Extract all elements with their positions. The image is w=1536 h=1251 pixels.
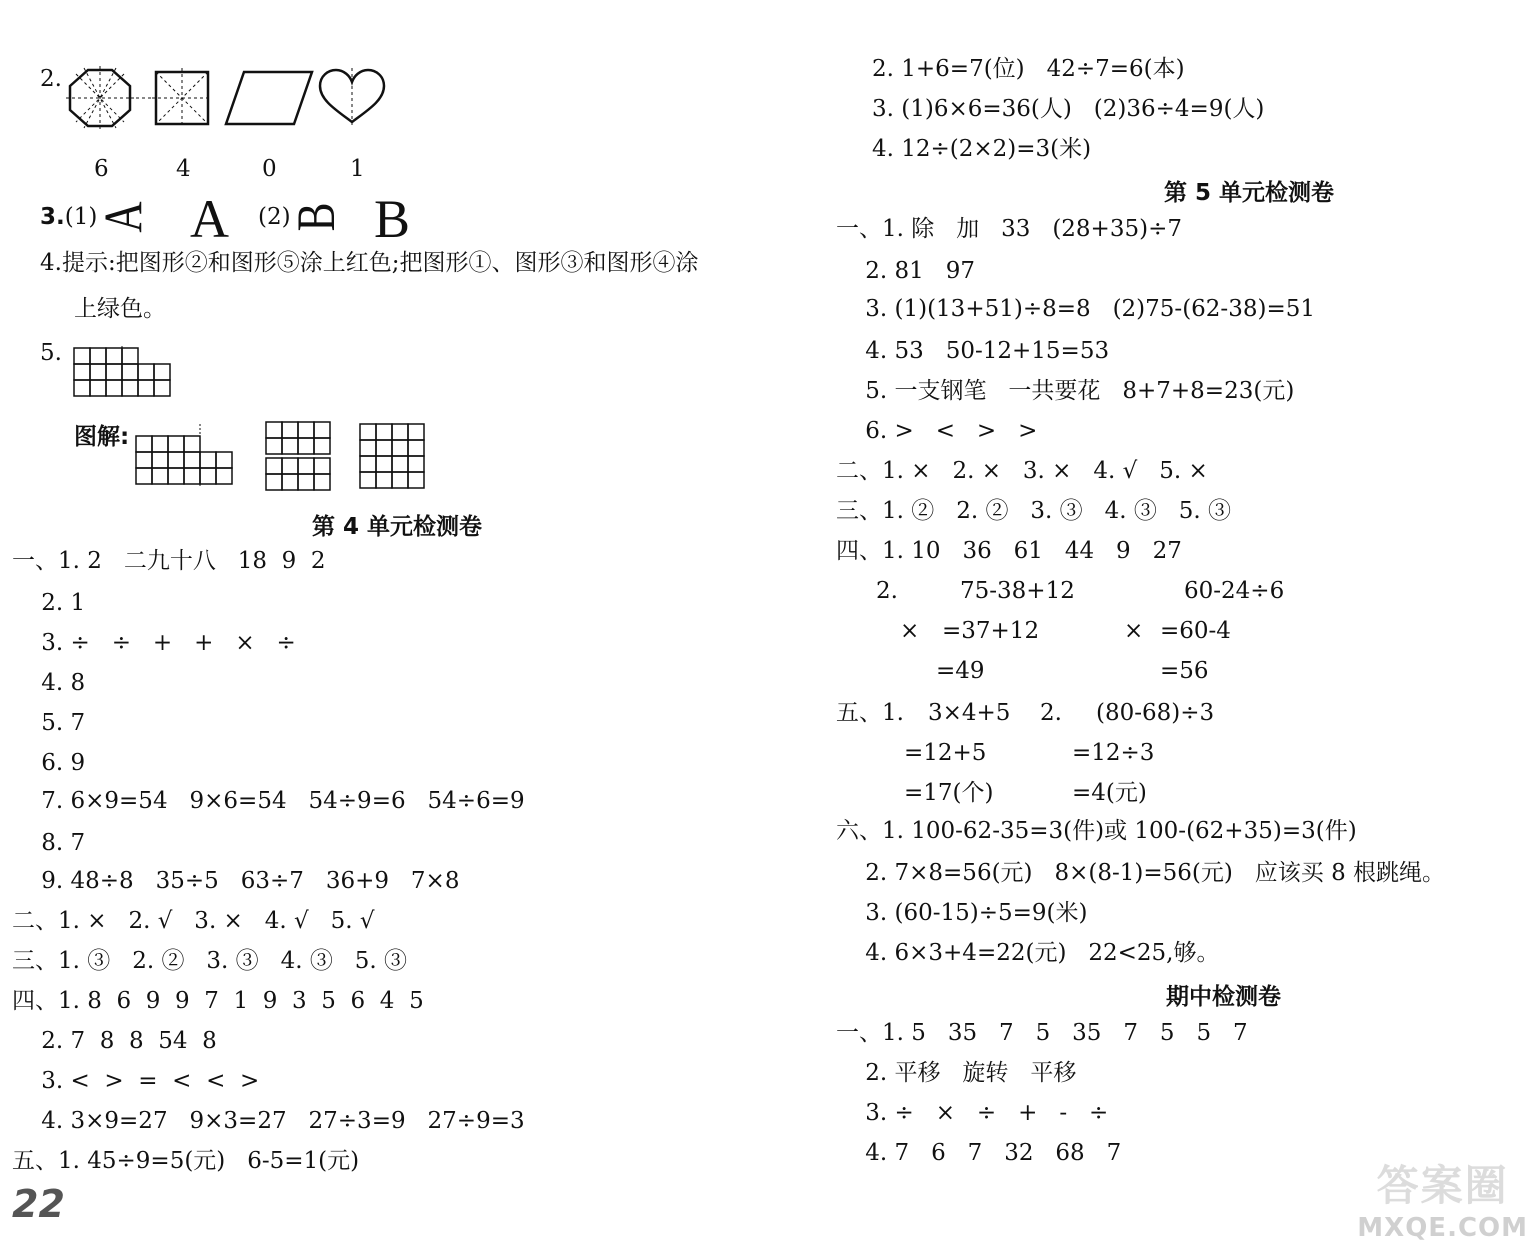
rotated-b-letter: B (286, 202, 347, 232)
page-number: 22 (12, 1182, 65, 1226)
calc42-cross-a: × (900, 618, 920, 644)
q4-line1: 4.提示:把图形②和图形⑤涂上红色;把图形①、图形③和图形④涂 (40, 250, 699, 276)
calc42-b2: =60-4 (1160, 618, 1231, 644)
unit5-line: 5. 一支钢笔 一共要花 8+7+8=23(元) (836, 378, 1295, 404)
q4-line2: 上绿色。 (74, 296, 166, 322)
calc5-label: 五、1. (836, 700, 904, 726)
unit5-line: 6. > < > > (836, 418, 1038, 444)
parallelogram-figure (226, 72, 312, 124)
unit5-line: 4. 53 50-12+15=53 (836, 338, 1110, 364)
midterm-line: 2. 平移 旋转 平移 (836, 1060, 1077, 1086)
unit4-title: 第 4 单元检测卷 (312, 514, 483, 540)
diagram-label: 图解: (74, 424, 130, 450)
count-parallelogram: 0 (262, 156, 277, 182)
q5-grid-figure (72, 346, 172, 398)
unit5-line: 一、1. 除 加 33 (28+35)÷7 (836, 216, 1182, 242)
calc5-b3: =4(元) (1072, 780, 1147, 806)
unit5-line: 三、1. ② 2. ② 3. ③ 4. ③ 5. ③ (836, 498, 1232, 524)
q2-number: 2. (40, 66, 62, 92)
calc42-b3: =56 (1160, 658, 1209, 684)
q5-number: 5. (40, 340, 62, 366)
calc42-b1: 60-24÷6 (1184, 578, 1285, 604)
count-octagon: 6 (94, 156, 109, 182)
diagram-figures (134, 420, 434, 494)
calc42-a1: 75-38+12 (960, 578, 1075, 604)
right-top-line: 4. 12÷(2×2)=3(米) (872, 136, 1092, 162)
midterm-line: 4. 7 6 7 32 68 7 (836, 1140, 1122, 1166)
midterm-line: 3. ÷ × ÷ + - ÷ (836, 1100, 1109, 1126)
letter-b: B (374, 189, 411, 249)
symmetry-figures (64, 66, 394, 132)
unit4-line: 7. 6×9=54 9×6=54 54÷9=6 54÷6=9 (12, 788, 525, 814)
watermark-logo-text: 答案圈 (1376, 1161, 1509, 1210)
heart-figure (320, 70, 384, 122)
calc5-a1: 3×4+5 (928, 700, 1011, 726)
unit4-line: 四、1. 8 6 9 9 7 1 9 3 5 6 4 5 (12, 988, 424, 1014)
unit4-line: 一、1. 2 二九十八 18 9 2 (12, 548, 326, 574)
unit4-line: 5. 7 (12, 710, 86, 736)
unit5-title: 第 5 单元检测卷 (1164, 180, 1335, 206)
midterm-title: 期中检测卷 (1166, 984, 1281, 1010)
unit5-line: 2. 81 97 (836, 258, 975, 284)
q3-number: 3.(1) (40, 204, 98, 230)
unit4-line: 6. 9 (12, 750, 86, 776)
unit4-line: 五、1. 45÷9=5(元) 6-5=1(元) (12, 1148, 360, 1174)
letter-a: A (190, 189, 229, 249)
calc5-b2: =12÷3 (1072, 740, 1155, 766)
unit4-line: 8. 7 (12, 830, 86, 856)
right-top-line: 2. 1+6=7(位) 42÷7=6(本) (872, 56, 1185, 82)
unit5-line: 四、1. 10 36 61 44 9 27 (836, 538, 1182, 564)
calc42-a2: =37+12 (942, 618, 1040, 644)
unit4-line: 4. 3×9=27 9×3=27 27÷3=9 27÷9=3 (12, 1108, 525, 1134)
rotated-a-letter: A (93, 201, 154, 233)
q3-part2: (2) (258, 204, 291, 230)
calc42-cross-b: × (1124, 618, 1144, 644)
unit4-line: 4. 8 (12, 670, 86, 696)
unit4-line: 3. ÷ ÷ + + × ÷ (12, 630, 296, 656)
six-line: 六、1. 100-62-35=3(件)或 100-(62+35)=3(件) (836, 818, 1357, 844)
unit4-line: 9. 48÷8 35÷5 63÷7 36+9 7×8 (12, 868, 460, 894)
count-square: 4 (176, 156, 191, 182)
unit4-line: 3. < > = < < > (12, 1068, 260, 1094)
unit5-line: 二、1. × 2. × 3. × 4. √ 5. × (836, 458, 1208, 484)
unit4-line: 2. 1 (12, 590, 86, 616)
unit4-line: 二、1. × 2. √ 3. × 4. √ 5. √ (12, 908, 375, 934)
right-top-line: 3. (1)6×6=36(人) (2)36÷4=9(人) (872, 96, 1265, 122)
unit5-line: 3. (1)(13+51)÷8=8 (2)75-(62-38)=51 (836, 296, 1315, 322)
calc5-a3: =17(个) (904, 780, 994, 806)
six-line: 3. (60-15)÷5=9(米) (836, 900, 1088, 926)
count-heart: 1 (350, 156, 365, 182)
six-line: 2. 7×8=56(元) 8×(8-1)=56(元) 应该买 8 根跳绳。 (836, 860, 1446, 886)
unit4-line: 2. 7 8 8 54 8 (12, 1028, 217, 1054)
watermark (1357, 1153, 1528, 1243)
calc42-number: 2. (876, 578, 898, 604)
calc5-b1: (80-68)÷3 (1096, 700, 1215, 726)
six-line: 4. 6×3+4=22(元) 22<25,够。 (836, 940, 1220, 966)
calc42-a3: =49 (936, 658, 985, 684)
midterm-line: 一、1. 5 35 7 5 35 7 5 5 7 (836, 1020, 1248, 1046)
watermark-url: MXQE.COM (1357, 1213, 1528, 1243)
unit4-line: 三、1. ③ 2. ② 3. ③ 4. ③ 5. ③ (12, 948, 408, 974)
calc5-a2: =12+5 (904, 740, 987, 766)
calc5-number2: 2. (1040, 700, 1062, 726)
